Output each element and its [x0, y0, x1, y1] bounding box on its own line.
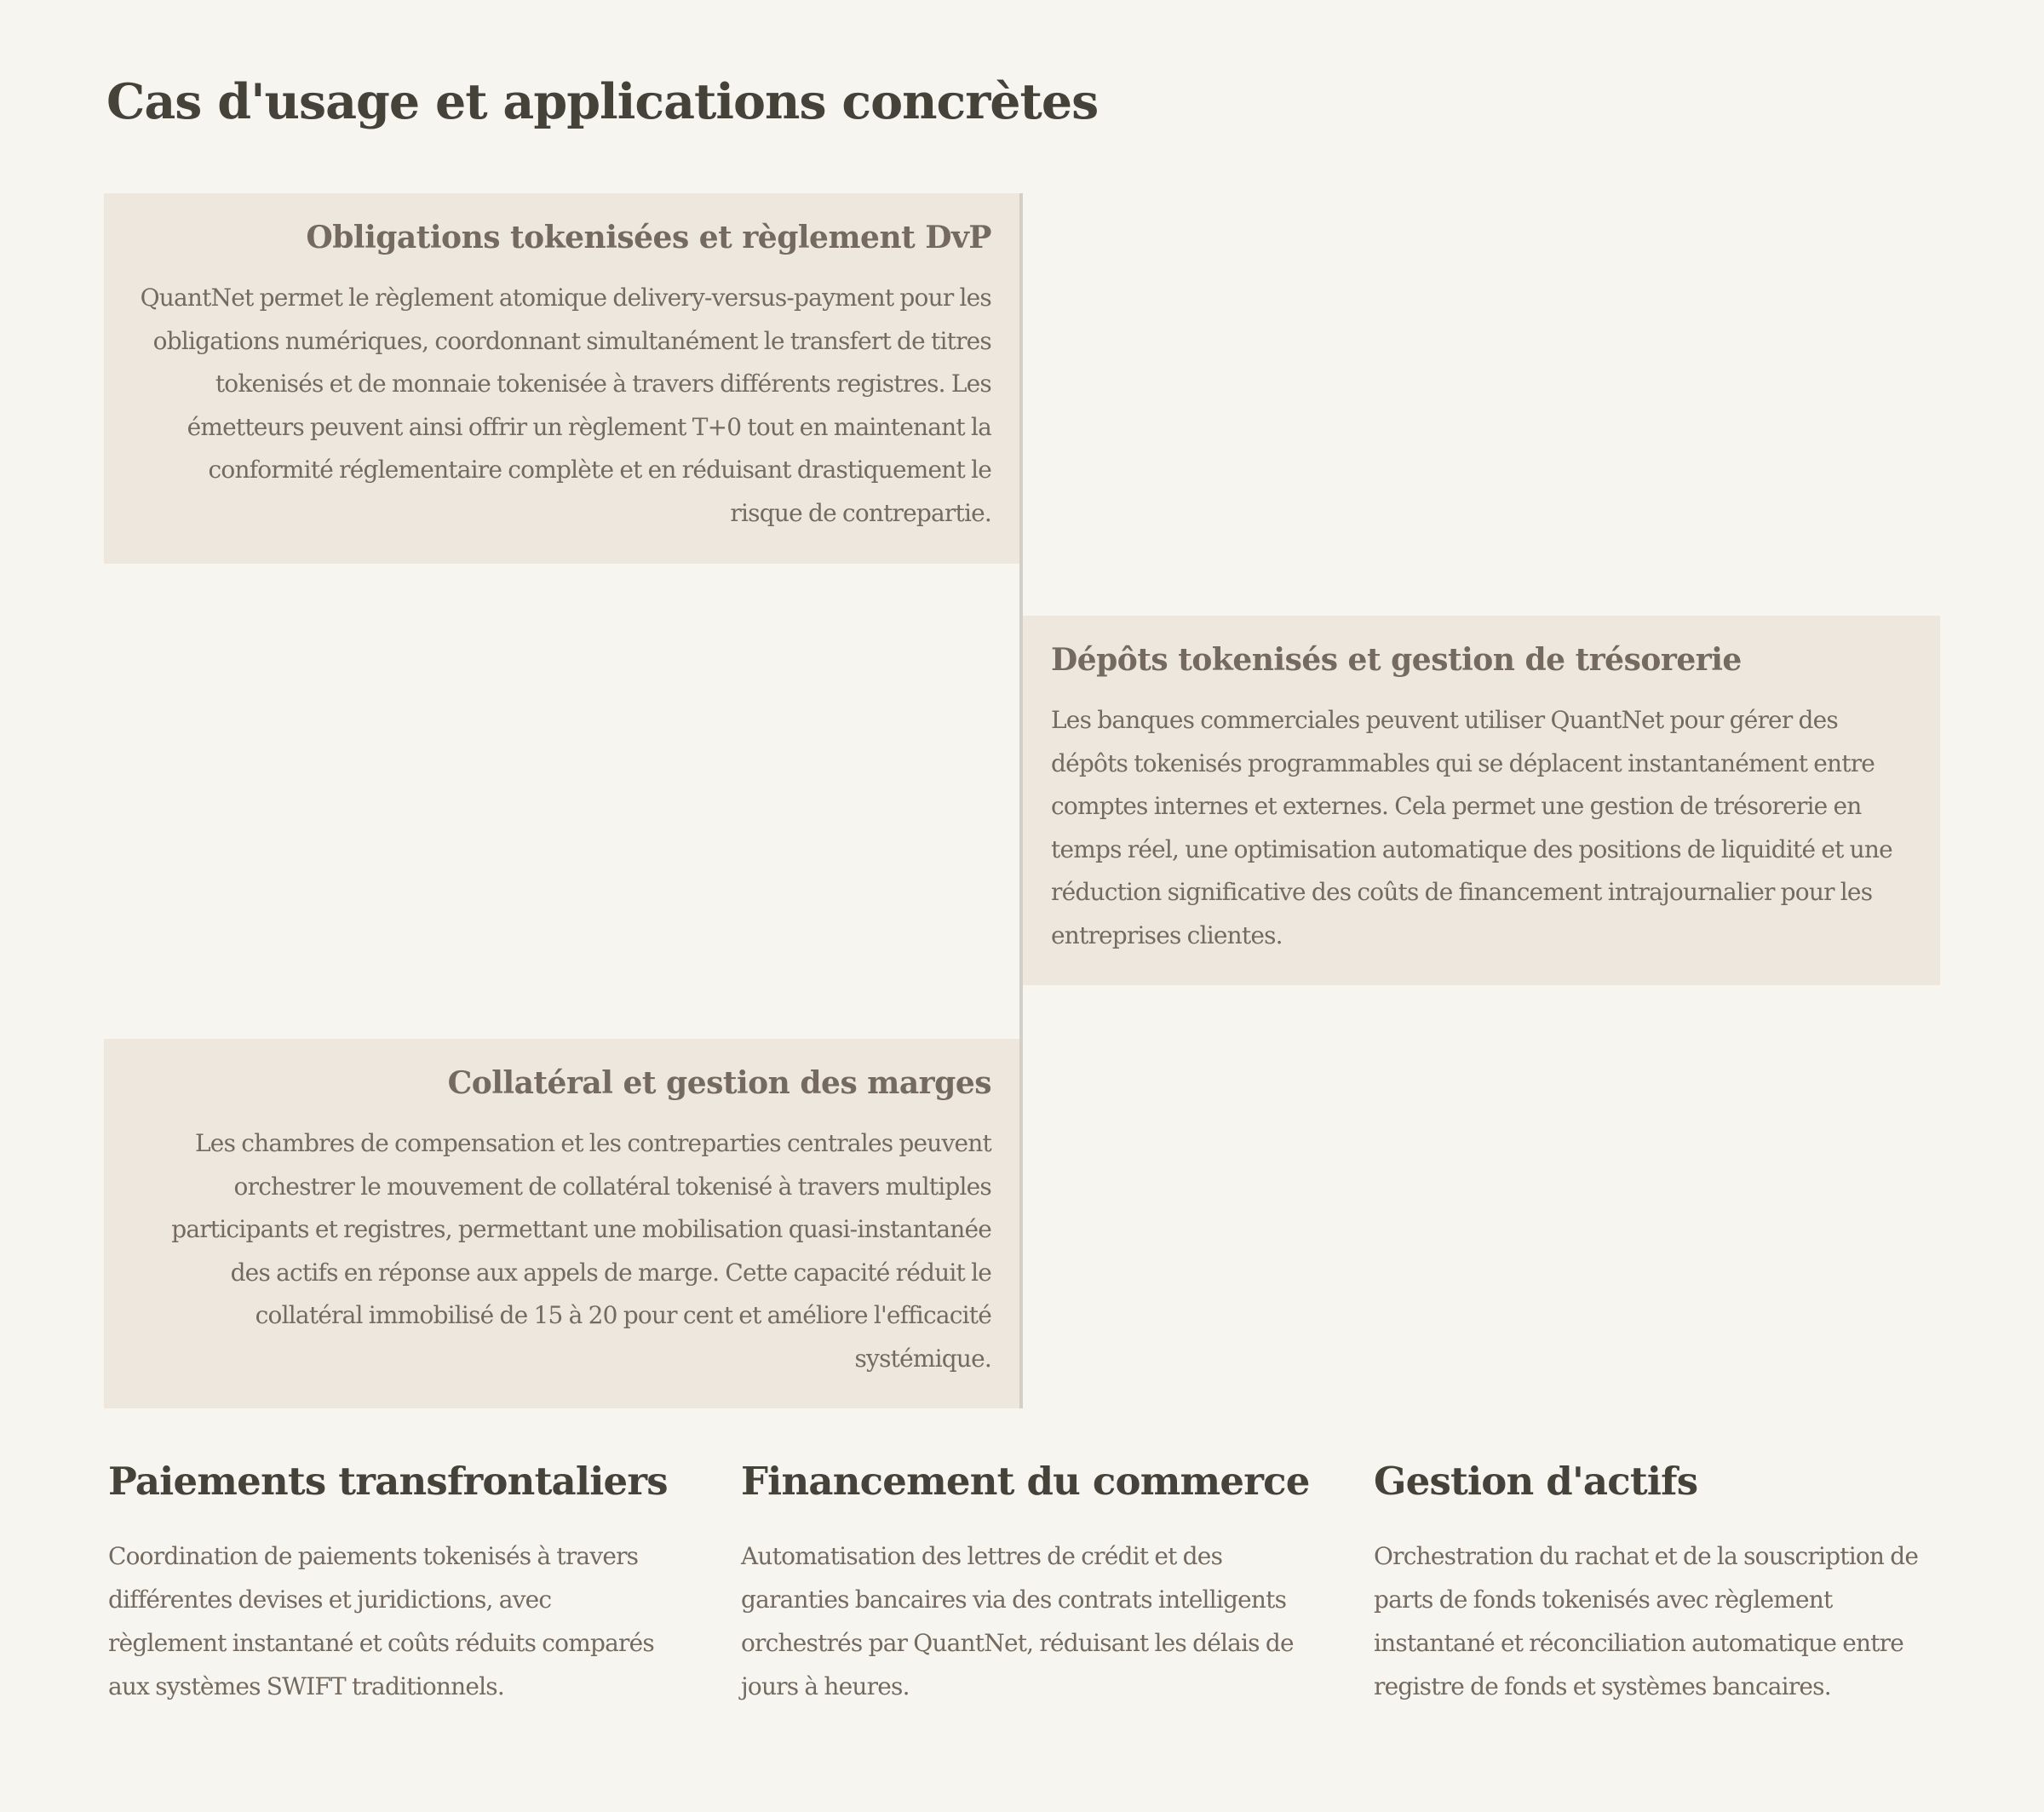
application-title: Financement du commerce	[741, 1459, 1310, 1504]
card-title: Collatéral et gestion des marges	[447, 1065, 991, 1101]
page-title: Cas d'usage et applications concrètes	[106, 73, 1099, 130]
application-trade-finance	[741, 1454, 1310, 1708]
use-case-card-collateral	[104, 1039, 1019, 1408]
card-text: QuantNet permet le règlement atomique delivery-versus-payment pour les obligations numériques, coordonnant simultanément le transfert de titres tokenisés et de monnaie tokenisée à travers différents registres. Les émetteurs peuvent ainsi offrir un règlement T+0 tout en maintenant la conformité réglementaire complète et en réduisant drastiquement le risque de contrepartie.	[140, 284, 991, 527]
card-title: Obligations tokenisées et règlement DvP	[306, 220, 991, 255]
card-title: Dépôts tokenisés et gestion de trésorerie	[1051, 642, 1742, 678]
application-title: Gestion d'actifs	[1374, 1459, 1698, 1504]
card-text: Les banques commerciales peuvent utiliser QuantNet pour gérer des dépôts tokenisés programmables qui se déplacent instantanément entre comptes internes et externes. Cela permet une gestion de trésorerie en temps réel, une optimisation automatique des positions de liquidité et une réduction significative des coûts de financement intrajournalier pour les entreprises clientes.	[1051, 706, 1892, 949]
card-text: Les chambres de compensation et les contreparties centrales peuvent orchestrer le mouvement de collatéral tokenisé à travers multiples participants et registres, permettant une mobilisation quasi-instantanée des actifs en réponse aux appels de marge. Cette capacité réduit le collatéral immobilisé de 15 à 20 pour cent et améliore l'efficacité systémique.	[171, 1129, 991, 1373]
application-asset-management	[1374, 1454, 1940, 1708]
application-cross-border-payments	[108, 1454, 675, 1708]
application-text: Orchestration du rachat et de la souscription de parts de fonds tokenisés avec règlement instantané et réconciliation automatique entre registre de fonds et systèmes bancaires.	[1374, 1542, 1919, 1700]
use-case-card-tokenized-deposits	[1023, 616, 1940, 985]
application-title: Paiements transfrontaliers	[108, 1459, 668, 1504]
application-text: Automatisation des lettres de crédit et des garanties bancaires via des contrats intelligents orchestrés par QuantNet, réduisant les délais de jours à heures.	[741, 1542, 1294, 1700]
use-case-card-tokenized-bonds	[104, 193, 1019, 564]
application-text: Coordination de paiements tokenisés à travers différentes devises et juridictions, avec règlement instantané et coûts réduits comparés aux systèmes SWIFT traditionnels.	[108, 1542, 654, 1700]
